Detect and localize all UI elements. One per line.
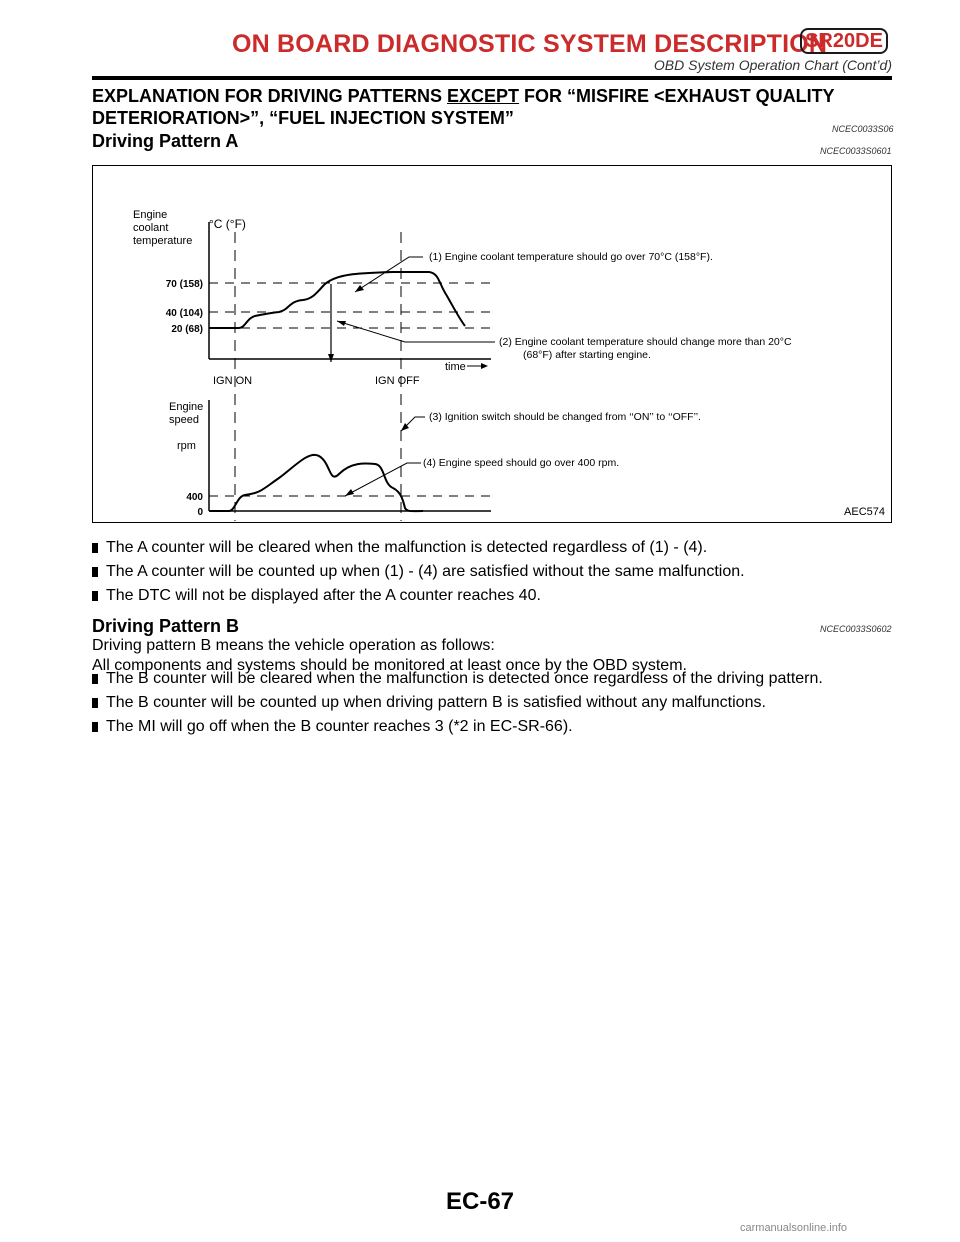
note-4-arrow xyxy=(345,489,354,496)
coolant-label-2: coolant xyxy=(133,222,169,234)
pattern-a-heading: Driving Pattern A xyxy=(92,131,239,151)
bullet-icon xyxy=(92,591,98,601)
pattern-b-intro-1: Driving pattern B means the vehicle operation as follows: xyxy=(92,637,495,654)
pattern-b-bullets xyxy=(92,669,892,741)
bullet-text: The MI will go off when the B counter reaches 3 (*2 in EC-SR-66). xyxy=(106,718,573,735)
note-2-text: (2) Engine coolant temperature should change more than 20°C xyxy=(499,336,792,348)
note-3-text: (3) Ignition switch should be changed from ‘‘ON’’ to ‘‘OFF’’. xyxy=(429,411,701,423)
note-4-text: (4) Engine speed should go over 400 rpm. xyxy=(423,457,620,469)
note-2-text-cont: (68°F) after starting engine. xyxy=(523,349,651,361)
ign-on-label: IGN ON xyxy=(213,375,253,387)
engine-speed-curve xyxy=(209,455,423,511)
bullet-icon xyxy=(92,567,98,577)
temp-unit-label: °C (°F) xyxy=(209,217,246,231)
pattern-a-ref-code: NCEC0033S0601 xyxy=(820,146,892,156)
section-heading-pre: EXPLANATION FOR DRIVING PATTERNS xyxy=(92,86,448,106)
driving-pattern-a-figure xyxy=(92,165,892,523)
list-item xyxy=(92,669,892,689)
temp-tick-40: 40 (104) xyxy=(165,308,203,319)
list-item xyxy=(92,717,892,737)
list-item xyxy=(92,562,892,582)
bullet-icon xyxy=(92,543,98,553)
bullet-icon xyxy=(92,698,98,708)
figure-code: AEC574 xyxy=(844,506,885,518)
note-1-text: (1) Engine coolant temperature should go over 70°C (158°F). xyxy=(429,251,713,263)
speed-label-1: Engine xyxy=(169,401,204,413)
coolant-label-3: temperature xyxy=(133,235,193,247)
list-item xyxy=(92,586,892,606)
note-1-arrow xyxy=(355,285,364,292)
watermark: carmanualsonline.info xyxy=(740,1222,848,1234)
temp-tick-20: 20 (68) xyxy=(171,324,203,335)
temp-delta-marker-arrow xyxy=(328,354,334,362)
speed-tick-0: 0 xyxy=(197,507,203,518)
bullet-text: The B counter will be cleared when the malfunction is detected once regardless of the driving pattern. xyxy=(106,670,823,687)
section-heading-emphasis: EXCEPT xyxy=(447,86,520,106)
pattern-b-intro-2: All components and systems should be monitored at least once by the OBD system. xyxy=(92,657,687,674)
list-item xyxy=(92,693,892,713)
time-arrow-head xyxy=(481,363,488,369)
time-label: time xyxy=(445,361,466,373)
section-heading-post: FOR “MISFIRE <EXHAUST QUALITY DETERIORATION>”, “FUEL INJECTION SYSTEM” xyxy=(92,86,835,128)
bullet-text: The B counter will be counted up when driving pattern B is satisfied without any malfunctions. xyxy=(106,694,766,711)
speed-tick-400: 400 xyxy=(186,492,203,503)
section-ref-code: NCEC0033S06 xyxy=(832,124,894,134)
page-number: EC-67 xyxy=(445,1188,515,1215)
pattern-b-ref-code: NCEC0033S0602 xyxy=(820,624,892,634)
driving-pattern-diagram xyxy=(93,166,893,524)
bullet-text: The DTC will not be displayed after the A counter reaches 40. xyxy=(106,587,541,604)
bullet-text: The A counter will be cleared when the malfunction is detected regardless of (1) - (4). xyxy=(106,539,708,556)
bullet-icon xyxy=(92,674,98,684)
pattern-a-bullets xyxy=(92,538,892,610)
note-2-leader xyxy=(337,321,495,342)
speed-label-2: speed xyxy=(169,414,199,426)
model-badge: SR20DE xyxy=(800,28,888,54)
rpm-label: rpm xyxy=(177,440,196,452)
note-1-leader xyxy=(355,257,423,292)
page-header-title: ON BOARD DIAGNOSTIC SYSTEM DESCRIPTION xyxy=(232,30,828,58)
coolant-label-1: Engine xyxy=(133,209,168,221)
coolant-temp-curve xyxy=(209,272,465,328)
list-item xyxy=(92,538,892,558)
ign-off-label: IGN OFF xyxy=(375,375,420,387)
header-divider xyxy=(92,76,892,80)
pattern-b-heading: Driving Pattern B xyxy=(92,616,240,636)
bullet-text: The A counter will be counted up when (1) - (4) are satisfied without the same malfunction. xyxy=(106,563,745,580)
section-heading xyxy=(92,85,852,129)
note-4-leader xyxy=(345,463,421,496)
bullet-icon xyxy=(92,722,98,732)
page-header-subtitle: OBD System Operation Chart (Cont’d) xyxy=(653,57,892,73)
temp-tick-70: 70 (158) xyxy=(165,279,203,290)
note-2-arrow xyxy=(337,321,346,326)
